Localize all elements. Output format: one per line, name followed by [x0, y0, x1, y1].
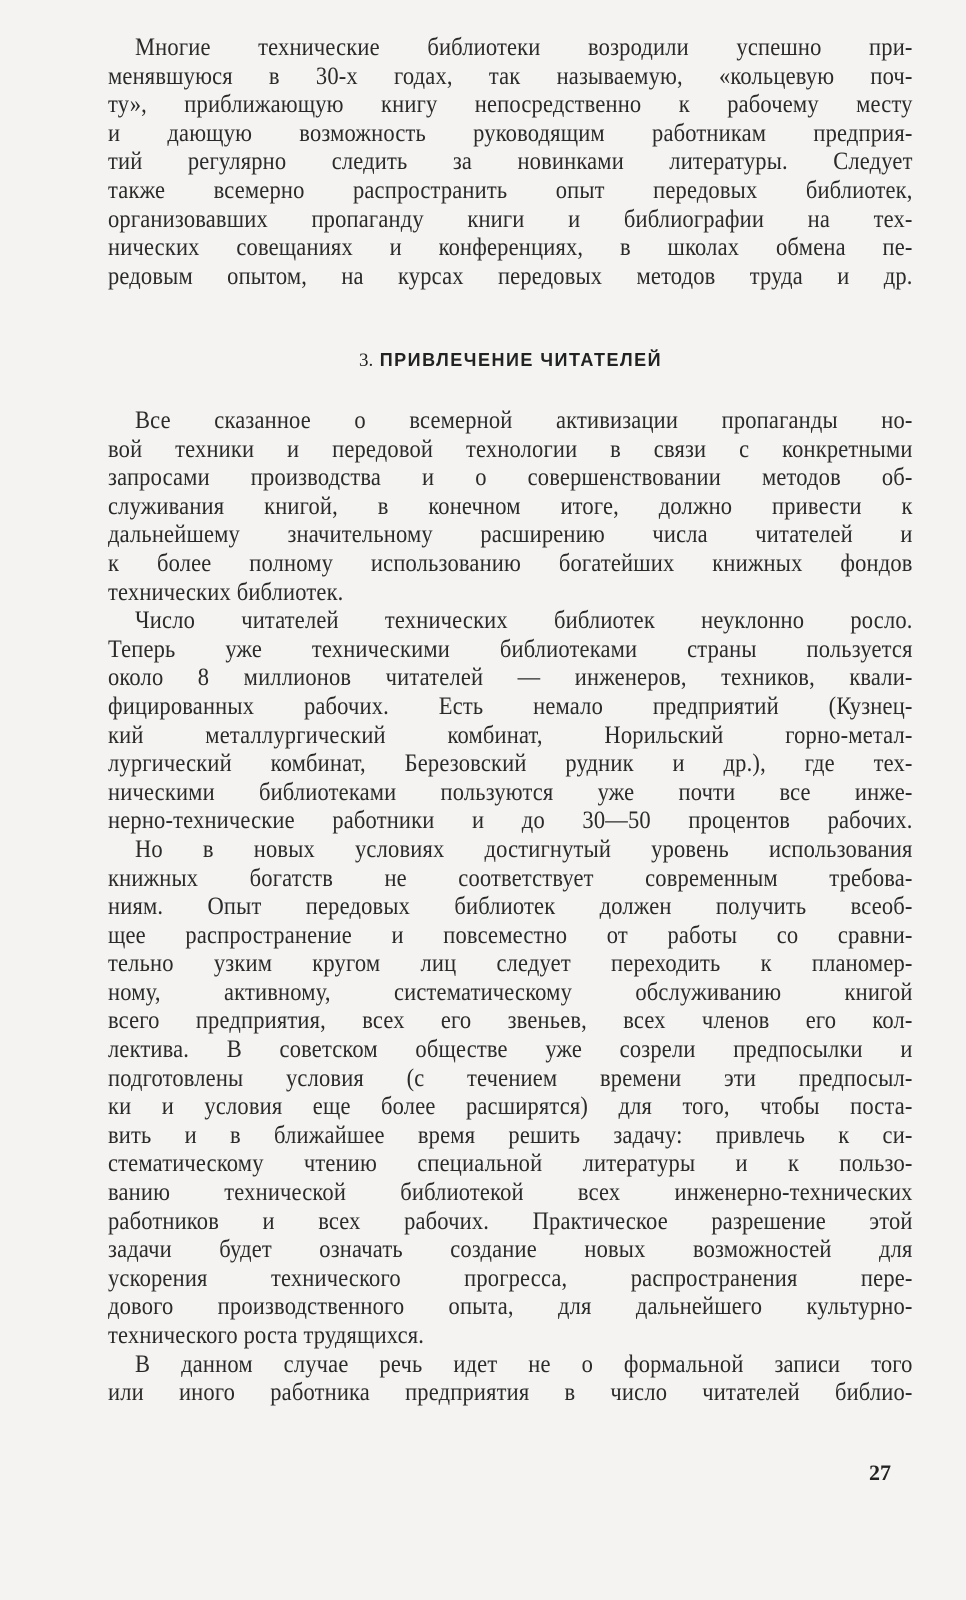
text-line: технического роста трудящихся. — [108, 1322, 425, 1349]
text-line: дальнейшему значительному расширению числа читателей и — [108, 521, 913, 549]
text-line: ту», приближающую книгу непосредственно к рабочему месту — [108, 91, 913, 119]
text-line: около 8 миллионов читателей — инженеров, техников, квали- — [108, 664, 913, 692]
text-line: ному, активному, систематическому обслуживанию книгой — [108, 978, 913, 1006]
text-line: книжных богатств не соответствует современным требова- — [108, 864, 913, 892]
text-line: технических библиотек. — [108, 578, 344, 606]
text-line: ническими библиотеками пользуются уже почти все инже- — [108, 778, 913, 806]
text-line: щее распространение и повсеместно от работы со сравни- — [108, 921, 913, 949]
text-line: вой техники и передовой технологии в связи с конкретными — [108, 435, 913, 463]
text-line: ниям. Опыт передовых библиотек должен получить всеоб- — [108, 893, 913, 921]
text-line: подготовлены условия (с течением времени эти предпосыл- — [108, 1064, 913, 1092]
section-number: 3. — [358, 350, 374, 371]
text-line: фицированных рабочих. Есть немало предприятий (Кузнец- — [108, 692, 913, 720]
paragraph-intro — [108, 34, 966, 291]
text-line: задачи будет означать создание новых возможностей для — [108, 1236, 913, 1264]
text-line: кий металлургический комбинат, Норильский горно-метал- — [108, 721, 913, 749]
text-line: дового производственного опыта, для дальнейшего культурно- — [108, 1293, 913, 1321]
text-line: Многие технические библиотеки возродили успешно при- — [135, 34, 913, 61]
text-line: стематическому чтению специальной литературы и к пользо- — [108, 1150, 913, 1178]
text-line: нерно-технические работники и до 30—50 процентов рабочих. — [108, 807, 913, 835]
section-body — [108, 407, 966, 1408]
text-line: служивания книгой, в конечном итоге, должно привести к — [108, 492, 913, 520]
section-heading — [108, 350, 913, 372]
text-line: работников и всех рабочих. Практическое разрешение этой — [108, 1207, 913, 1235]
text-line: Все сказанное о всемерной активизации пропаганды но- — [135, 407, 913, 434]
text-line: лургический комбинат, Березовский рудник и др.), где тех- — [108, 750, 913, 778]
text-line: вить и в ближайшее время решить задачу: привлечь к си- — [108, 1121, 913, 1149]
section-title: ПРИВЛЕЧЕНИЕ ЧИТАТЕЛЕЙ — [379, 350, 663, 370]
text-line: всего предприятия, всех его звеньев, всех членов его кол- — [108, 1007, 913, 1035]
text-line: или иного работника предприятия в число читателей библио- — [108, 1379, 913, 1407]
text-line: и дающую возможность руководящим работникам предприя- — [108, 119, 913, 147]
text-line: нических совещаниях и конференциях, в школах обмена пе- — [108, 234, 913, 262]
text-line: организовавших пропаганду книги и библиографии на тех- — [108, 205, 913, 233]
text-line: ки и условия еще более расширятся) для того, чтобы поста- — [108, 1093, 913, 1121]
text-line: Число читателей технических библиотек неуклонно росло. — [135, 607, 913, 635]
text-line: запросами производства и о совершенствовании методов об- — [108, 464, 913, 492]
text-line: ванию технической библиотекой всех инженерно-технических — [108, 1179, 913, 1207]
text-line: тий регулярно следить за новинками литературы. Следует — [108, 148, 913, 176]
text-line: лектива. В советском обществе уже созрели предпосылки и — [108, 1036, 913, 1064]
text-line: тельно узким кругом лиц следует переходить к планомер- — [108, 950, 913, 978]
text-line: В данном случае речь идет не о формальной записи того — [135, 1350, 913, 1378]
text-line: к более полному использованию богатейших книжных фондов — [108, 549, 913, 577]
text-line: также всемерно распространить опыт передовых библиотек, — [108, 176, 913, 204]
text-line: Но в новых условиях достигнутый уровень использования — [135, 835, 913, 863]
text-line: Теперь уже техническими библиотеками страны пользуется — [108, 635, 913, 663]
text-line: редовым опытом, на курсах передовых методов труда и др. — [108, 262, 913, 290]
text-line: менявшуюся в 30-х годах, так называемую, «кольцевую поч- — [108, 62, 913, 90]
text-line: ускорения технического прогресса, распространения пере- — [108, 1264, 913, 1292]
page-number: 27 — [869, 1460, 891, 1485]
